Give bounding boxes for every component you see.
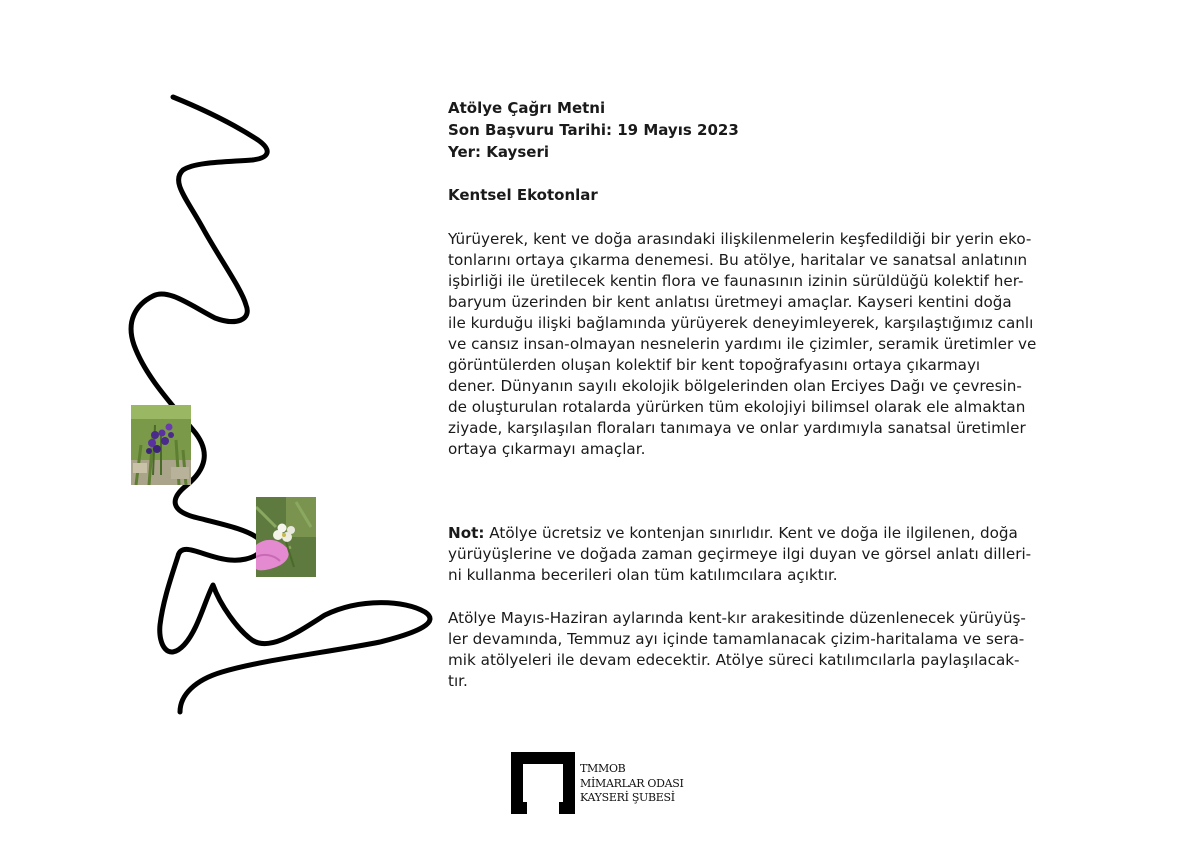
header-title: Atölye Çağrı Metni — [448, 99, 606, 117]
header-location: Yer: Kayseri — [448, 143, 549, 161]
note-text: Atölye ücretsiz ve kontenjan sınırlıdır. Kent ve doğa ile ilgilenen, doğa yürüyüşlerine ve doğada zaman geçirmeye ilgi duyan ve görsel anlatı dilleri- ni kullanma becerileri olan tüm katılımcılara açıktır. — [448, 524, 1032, 584]
workshop-title: Kentsel Ekotonlar — [448, 186, 598, 204]
logo-line-tmmob: TMMOB — [580, 762, 626, 775]
logo-text — [580, 762, 684, 806]
schedule-paragraph: Atölye Mayıs-Haziran aylarında kent-kır arakesitinde düzenlenecek yürüyüş- ler devamında, Temmuz ayı içinde tamamlanacak çizim-haritalama ve sera- mik atölyeleri ile devam edecektir. Atölye süreci katılımcılarla paylaşılacak- tır. — [448, 609, 1026, 690]
logo-line-branch: KAYSERİ ŞUBESİ — [580, 791, 675, 804]
squiggle-line-decoration — [0, 0, 460, 856]
note-label: Not: — [448, 524, 485, 542]
header-deadline: Son Başvuru Tarihi: 19 Mayıs 2023 — [448, 121, 739, 139]
description-paragraph: Yürüyerek, kent ve doğa arasındaki ilişkilenmelerin keşfedildiği bir yerin eko- tonlarını ortaya çıkarma denemesi. Bu atölye, haritalar ve sanatsal anlatının işbirliği ile üretilecek kentin flora ve faunasının izinin sürüldüğü kolektif her- baryum üzerinden bir kent anlatısı üretmeyi amaçlar. Kayseri kentini doğa ile kurduğu ilişki bağlamında yürüyerek deneyimleyerek, karşılaştığımız canlı ve cansız insan-olmayan nesnelerin yardımı ile çizimler, seramik üretimler ve görüntülerden oluşan kolektif bir kent topoğrafyasını ortaya çıkarmayı dener. Dünyanın sayılı ekolojik bölgelerinden olan Erciyes Dağı ve çevresin- de oluşturulan rotalarda yürürken tüm ekolojiyi bilimsel olarak ele almaktan ziyade, karşılaşılan floraları tanımaya ve onlar yardımıyla sanatsal üretimler ortaya çıkarmayı amaçlar. — [448, 230, 1037, 458]
logo-line-chamber: MİMARLAR ODASI — [580, 776, 684, 790]
tmmob-logo-mark — [511, 752, 575, 814]
document-body — [448, 97, 1088, 692]
purple-wildflower-photo — [131, 405, 191, 485]
note-paragraph — [448, 523, 1088, 586]
white-flower-in-hand-photo — [256, 497, 316, 577]
